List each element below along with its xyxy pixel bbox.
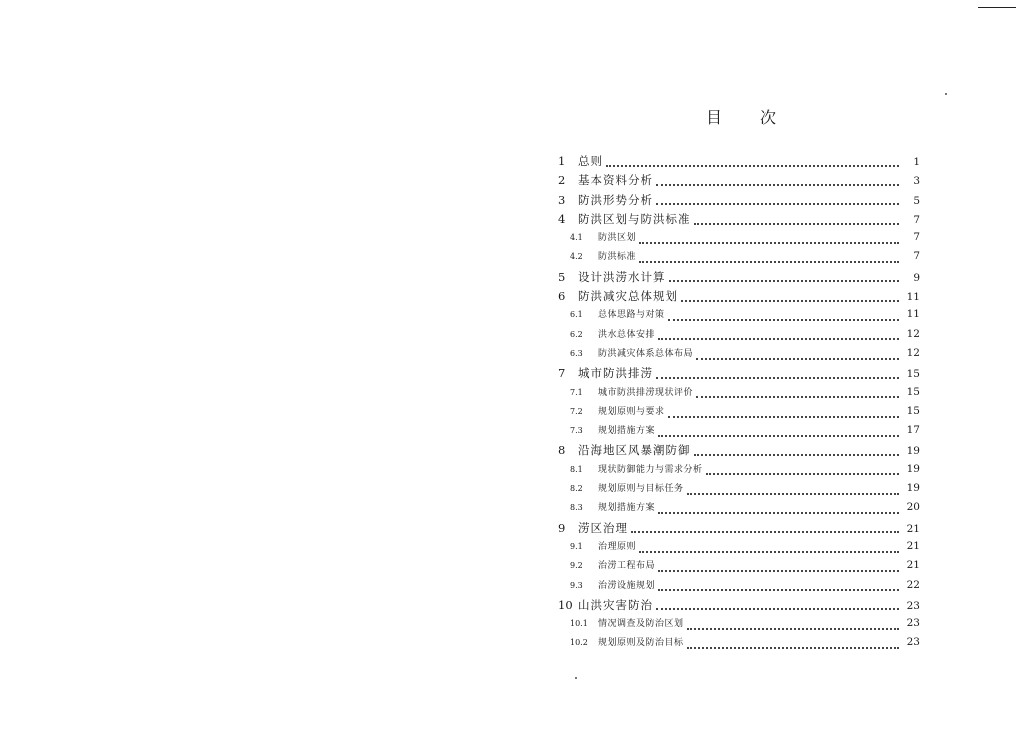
toc-entry-title: 城市防洪排涝 — [578, 366, 653, 381]
toc-dot-leader — [696, 358, 899, 360]
toc-dot-leader — [696, 396, 899, 398]
toc-entry-number: 8.2 — [570, 484, 583, 494]
toc-dot-leader — [668, 319, 899, 321]
toc-entry-number: 6.3 — [570, 348, 583, 358]
toc-dot-leader — [706, 473, 899, 475]
toc-heading — [706, 105, 776, 128]
toc-dot-leader — [606, 165, 899, 167]
toc-chapter-entry[interactable] — [558, 269, 920, 288]
toc-entry-page: 19 — [906, 482, 920, 495]
toc-entry-title: 规划措施方案 — [598, 426, 656, 437]
toc-entry-number: 4 — [558, 211, 566, 226]
toc-entry-page: 9 — [913, 271, 920, 284]
toc-entry-number: 9.1 — [570, 541, 583, 551]
toc-dot-leader — [656, 377, 899, 379]
toc-entry-title: 沿海地区风暴潮防御 — [578, 443, 691, 458]
toc-entry-number: 7.2 — [570, 406, 583, 416]
toc-entry-page: 19 — [906, 462, 920, 475]
toc-entry-title: 规划原则及防治目标 — [598, 638, 684, 649]
toc-dot-leader — [631, 531, 899, 533]
toc-dot-leader — [687, 628, 899, 630]
toc-entry-page: 12 — [906, 327, 920, 340]
toc-entry-title: 总则 — [578, 154, 603, 168]
toc-entry-page: 1 — [913, 156, 920, 168]
toc-chapter-entry[interactable] — [558, 442, 920, 461]
toc-entry-number: 9.3 — [570, 580, 583, 590]
toc-chapter-entry[interactable] — [558, 192, 920, 211]
toc-section-entry[interactable] — [558, 423, 920, 442]
toc-entry-page: 11 — [906, 291, 920, 304]
toc-entry-page: 21 — [906, 539, 920, 552]
toc-dot-leader — [687, 493, 899, 495]
toc-section-entry[interactable] — [558, 558, 920, 577]
toc-entry-page: 7 — [913, 250, 920, 263]
toc-section-entry[interactable] — [558, 616, 920, 635]
toc-entry-number: 7.1 — [570, 387, 583, 397]
toc-section-entry[interactable] — [558, 578, 920, 597]
toc-chapter-entry[interactable] — [558, 288, 920, 307]
toc-entry-number: 8.1 — [570, 464, 583, 474]
toc-entry-page: 19 — [906, 445, 920, 458]
toc-entry-number: 9 — [558, 520, 566, 535]
toc-dot-leader — [669, 280, 900, 282]
toc-entry-page: 23 — [906, 636, 920, 649]
toc-entry-number: 10.2 — [570, 638, 588, 648]
toc-dot-leader — [694, 454, 900, 456]
toc-dot-leader — [656, 608, 899, 610]
toc-entry-title: 治理原则 — [598, 541, 637, 552]
toc-entry-title: 现状防御能力与需求分析 — [598, 464, 703, 475]
toc-entry-title: 防洪区划与防洪标准 — [578, 211, 691, 226]
toc-entry-title: 防洪标准 — [598, 252, 637, 263]
toc-section-entry[interactable] — [558, 327, 920, 346]
toc-entry-page: 20 — [906, 501, 920, 514]
toc-section-entry[interactable] — [558, 307, 920, 326]
toc-entry-number: 4.1 — [570, 233, 583, 243]
toc-entry-number: 8.3 — [570, 503, 583, 513]
toc-entry-page: 17 — [906, 424, 920, 437]
toc-entry-title: 设计洪涝水计算 — [578, 269, 666, 284]
toc-chapter-entry[interactable] — [558, 153, 920, 172]
scan-speck — [575, 677, 577, 679]
toc-entry-title: 治涝工程布局 — [598, 561, 656, 572]
toc-chapter-entry[interactable] — [558, 172, 920, 191]
toc-entry-number: 9.2 — [570, 561, 583, 571]
toc-section-entry[interactable] — [558, 539, 920, 558]
toc-dot-leader — [639, 261, 899, 263]
toc-dot-leader — [658, 435, 899, 437]
toc-entry-page: 7 — [913, 231, 920, 244]
toc-entry-title: 洪水总体安排 — [598, 329, 656, 340]
toc-entry-title: 治涝设施规划 — [598, 580, 656, 591]
toc-dot-leader — [658, 338, 899, 340]
toc-entry-page: 23 — [906, 599, 920, 612]
toc-entry-title: 规划措施方案 — [598, 503, 656, 514]
toc-entry-title: 基本资料分析 — [578, 173, 653, 188]
toc-entry-title: 总体思路与对策 — [598, 310, 665, 321]
toc-chapter-entry[interactable] — [558, 520, 920, 539]
toc-chapter-entry[interactable] — [558, 597, 920, 616]
toc-dot-leader — [656, 203, 899, 205]
toc-entry-number: 10 — [558, 597, 573, 612]
toc-section-entry[interactable] — [558, 462, 920, 481]
toc-entry-number: 8 — [558, 443, 566, 458]
scan-speck — [945, 93, 947, 95]
toc-section-entry[interactable] — [558, 635, 920, 654]
toc-dot-leader — [681, 300, 899, 302]
toc-entry-number: 7 — [558, 366, 566, 381]
toc-entry-number: 6 — [558, 289, 566, 304]
toc-dot-leader — [687, 647, 899, 649]
toc-entry-page: 23 — [906, 617, 920, 630]
toc-entry-number: 2 — [558, 173, 566, 188]
toc-entry-number: 4.2 — [570, 252, 583, 262]
toc-entry-page: 7 — [913, 213, 920, 226]
toc-entry-number: 7.3 — [570, 426, 583, 436]
toc-dot-leader — [668, 416, 899, 418]
toc-entry-title: 防洪区划 — [598, 233, 637, 244]
toc-entry-page: 22 — [906, 578, 920, 591]
toc-entry-title: 防洪减灾总体规划 — [578, 289, 678, 304]
toc-dot-leader — [639, 242, 899, 244]
toc-entry-page: 15 — [906, 368, 920, 381]
toc-entry-page: 11 — [906, 308, 920, 321]
toc-dot-leader — [658, 570, 899, 572]
toc-entry-number: 5 — [558, 269, 566, 284]
toc-section-entry[interactable] — [558, 500, 920, 519]
toc-entry-title: 规划原则与目标任务 — [598, 484, 684, 495]
toc-entry-title: 防洪形势分析 — [578, 192, 653, 207]
toc-entry-number: 3 — [558, 192, 566, 207]
toc-dot-leader — [658, 512, 899, 514]
toc-entry-page: 5 — [913, 194, 920, 207]
toc-entry-page: 12 — [906, 346, 920, 359]
toc-section-entry[interactable] — [558, 346, 920, 365]
toc-entry-number: 10.1 — [570, 619, 588, 629]
header-rule — [978, 7, 1016, 8]
toc-section-entry[interactable] — [558, 230, 920, 249]
toc-entry-title: 规划原则与要求 — [598, 406, 665, 417]
toc-entry-page: 21 — [906, 522, 920, 535]
table-of-contents — [558, 153, 920, 655]
toc-dot-leader — [656, 184, 899, 186]
toc-dot-leader — [658, 589, 899, 591]
toc-section-entry[interactable] — [558, 385, 920, 404]
toc-dot-leader — [639, 551, 899, 553]
toc-section-entry[interactable] — [558, 249, 920, 268]
toc-entry-title: 城市防洪排涝现状评价 — [598, 387, 694, 398]
toc-entry-number: 6.1 — [570, 310, 583, 320]
toc-entry-title: 情况调查及防治区划 — [598, 619, 684, 630]
toc-entry-page: 15 — [906, 404, 920, 417]
toc-heading-left: 目 — [706, 108, 723, 127]
toc-entry-page: 3 — [913, 175, 920, 188]
toc-chapter-entry[interactable] — [558, 211, 920, 230]
toc-heading-right: 次 — [759, 108, 776, 127]
toc-chapter-entry[interactable] — [558, 365, 920, 384]
toc-entry-title: 防洪减灾体系总体布局 — [598, 348, 694, 359]
toc-section-entry[interactable] — [558, 481, 920, 500]
toc-entry-title: 涝区治理 — [578, 520, 628, 535]
toc-dot-leader — [694, 223, 900, 225]
toc-entry-page: 21 — [906, 559, 920, 572]
toc-entry-number: 1 — [558, 154, 566, 168]
toc-entry-page: 15 — [906, 385, 920, 398]
toc-section-entry[interactable] — [558, 404, 920, 423]
toc-entry-title: 山洪灾害防治 — [578, 597, 653, 612]
toc-entry-number: 6.2 — [570, 329, 583, 339]
